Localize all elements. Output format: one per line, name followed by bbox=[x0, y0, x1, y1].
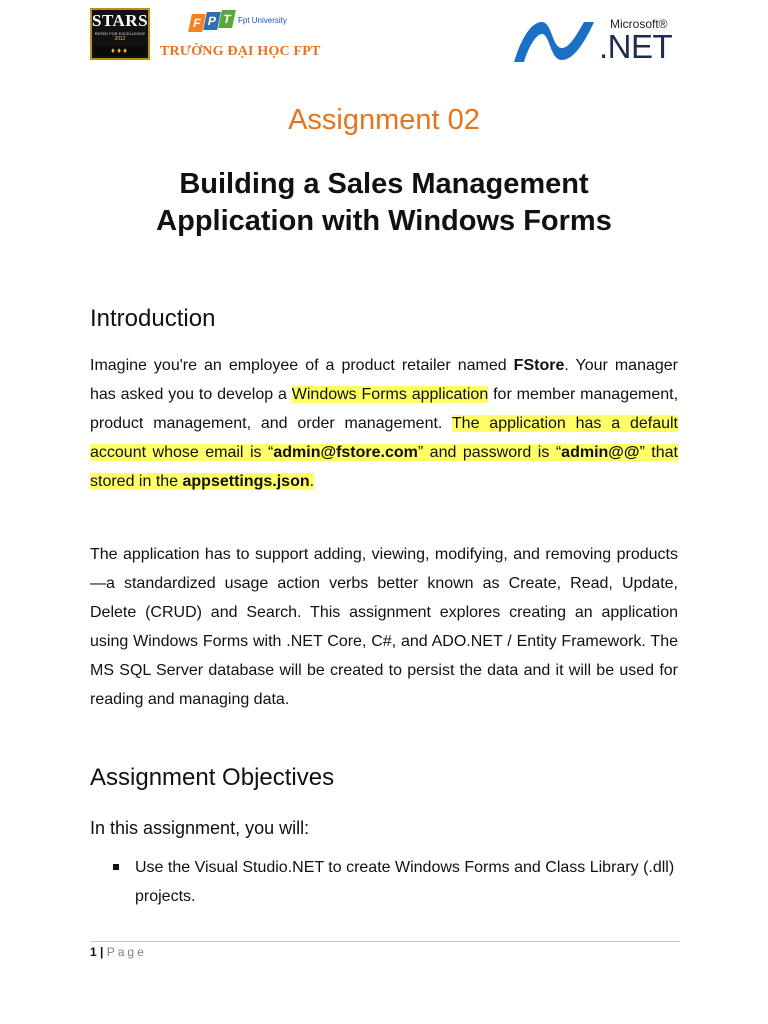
stars-badge-year: 2012 bbox=[114, 36, 126, 42]
stars-badge-subtitle: RATED FOR EXCELLENCE bbox=[94, 31, 146, 36]
dotnet-wordmark: .NET bbox=[599, 28, 673, 65]
page-word: Page bbox=[106, 945, 147, 959]
stars-badge-logo bbox=[90, 8, 150, 60]
admin-password: admin@@ bbox=[561, 444, 640, 461]
footer-divider bbox=[90, 941, 680, 942]
square-bullet-icon bbox=[113, 864, 119, 870]
list-item bbox=[90, 853, 678, 911]
microsoft-dotnet-logo bbox=[512, 14, 682, 66]
footer-separator: | bbox=[100, 945, 104, 959]
stars-badge-diamonds: ♦♦♦ bbox=[94, 46, 146, 56]
fpt-university-name: TRƯỜNG ĐẠI HỌC FPT bbox=[160, 44, 321, 59]
page-number: 1 bbox=[90, 945, 97, 959]
objectives-list bbox=[90, 853, 678, 911]
fpt-university-logo bbox=[160, 8, 321, 64]
fpt-tile-p: P bbox=[203, 12, 221, 30]
stars-badge-word: STARS bbox=[92, 11, 149, 30]
intro-text-2: . Your manager has asked you to develop a bbox=[90, 357, 678, 403]
document-title-line1: Building a Sales Management bbox=[179, 168, 589, 200]
fpt-university-label: Fpt University bbox=[238, 16, 287, 25]
crud-paragraph: The application has to support adding, viewing, modifying, and removing products—a standardized usage action verbs better known as Create, Read, Update, Delete (CRUD) and Search. This assignment explores creating an application using Windows Forms with .NET Core, C#, and ADO.NET / Entity Framework. The MS SQL Server database will be created to persist the data and it will be used for reading and managing data. bbox=[90, 546, 678, 708]
document-title bbox=[0, 166, 768, 240]
highlight-stored-text: ” that stored in the bbox=[90, 444, 678, 490]
objectives-heading: Assignment Objectives bbox=[90, 764, 335, 791]
objectives-lead: In this assignment, you will: bbox=[90, 818, 310, 838]
dotnet-wave-icon bbox=[512, 18, 596, 64]
document-title-line2: Application with Windows Forms bbox=[156, 205, 612, 237]
fstore-name: FStore bbox=[513, 357, 565, 374]
introduction-heading: Introduction bbox=[90, 305, 216, 332]
highlight-period: . bbox=[309, 473, 315, 490]
highlight-windows-forms: Windows Forms application bbox=[291, 386, 489, 403]
assignment-label: Assignment 02 bbox=[288, 104, 480, 136]
appsettings-filename: appsettings.json bbox=[182, 473, 310, 490]
microsoft-wordmark: Microsoft® bbox=[610, 17, 668, 31]
page-footer bbox=[90, 944, 147, 960]
page-header bbox=[0, 0, 768, 70]
introduction-paragraph bbox=[90, 351, 678, 496]
highlight-password-text: ” and password is “ bbox=[417, 444, 562, 461]
intro-text-3: for member management, product management, and order management. bbox=[90, 386, 679, 432]
fpt-tile-t: T bbox=[218, 10, 236, 28]
list-item-text: Use the Visual Studio.NET to create Windows Forms and Class Library (.dll) projects. bbox=[135, 859, 675, 905]
admin-email: admin@fstore.com bbox=[273, 444, 418, 461]
fpt-tile-f: F bbox=[188, 14, 206, 32]
intro-text-1: Imagine you're an employee of a product retailer named bbox=[90, 357, 514, 374]
highlight-default-account: The application has a default account whose email is “ bbox=[90, 415, 678, 461]
